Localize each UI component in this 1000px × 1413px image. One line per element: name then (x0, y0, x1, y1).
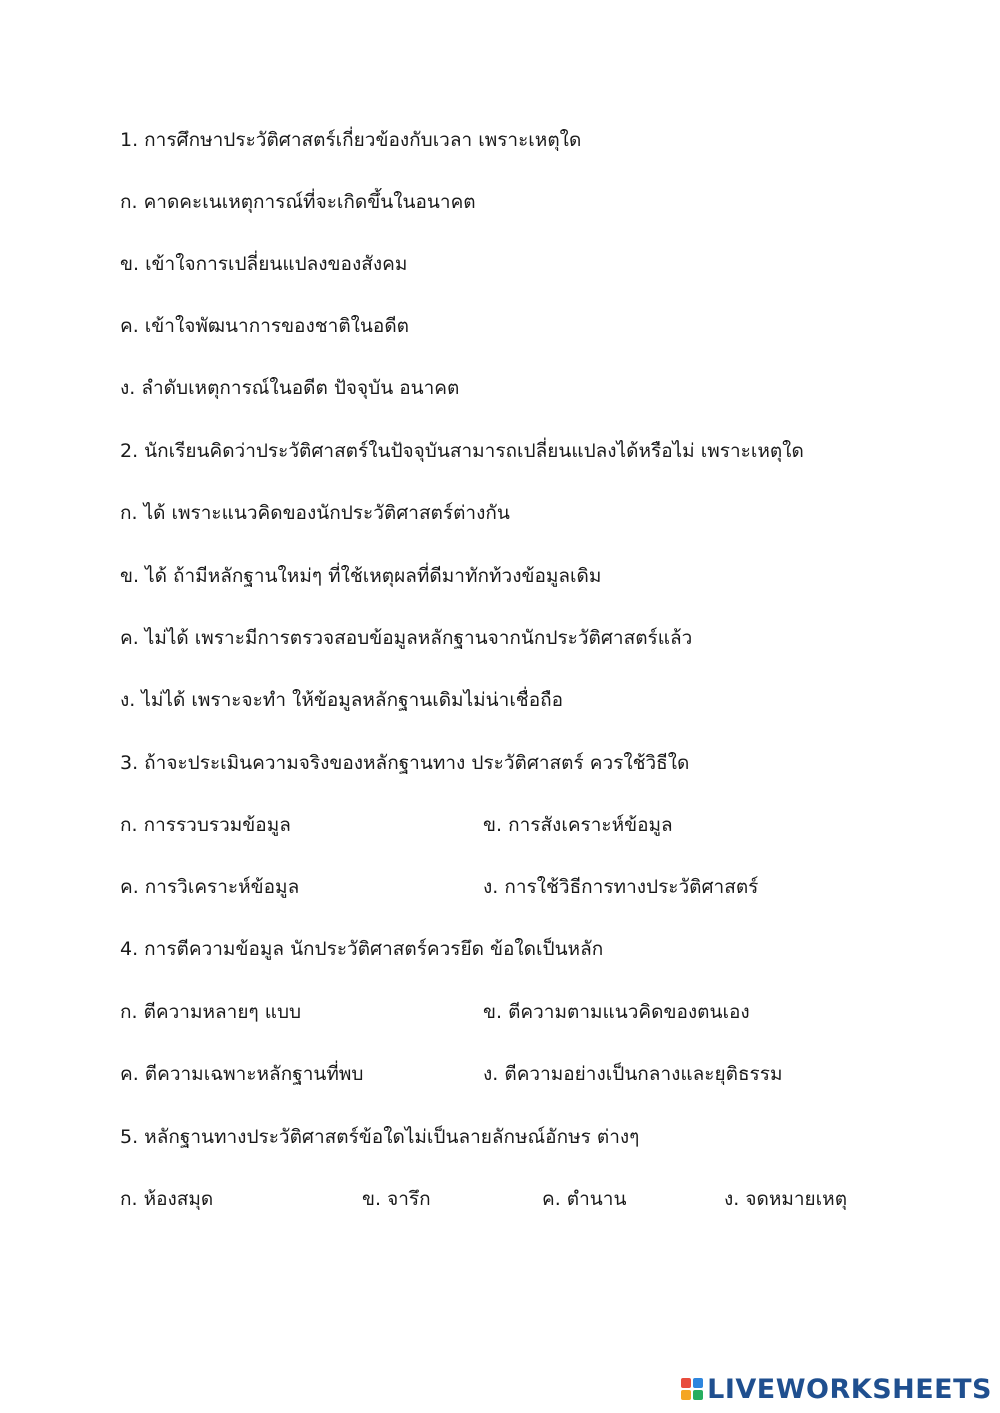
q1-option-b[interactable]: ข. เข้าใจการเปลี่ยนแปลงของสังคม (120, 253, 408, 275)
question-5: 5. หลักฐานทางประวัติศาสตร์ข้อใดไม่เป็นลายลักษณ์อักษร ต่างๆ (120, 1126, 640, 1148)
logo-square-green (693, 1390, 703, 1400)
question-3: 3. ถ้าจะประเมินความจริงของหลักฐานทาง ประวัติศาสตร์ ควรใช้วิธีใด (120, 752, 690, 774)
q1-option-a[interactable]: ก. คาดคะเนเหตุการณ์ที่จะเกิดขึ้นในอนาคต (120, 191, 476, 213)
q2-option-d[interactable]: ง. ไม่ได้ เพราะจะทำ ให้ข้อมูลหลักฐานเดิมไม่น่าเชื่อถือ (120, 689, 564, 711)
logo-square-red (681, 1378, 691, 1388)
q4-option-b[interactable]: ข. ตีความตามแนวคิดของตนเอง (483, 1001, 750, 1023)
q4-option-a[interactable]: ก. ตีความหลายๆ แบบ (120, 1001, 302, 1023)
q4-option-d[interactable]: ง. ตีความอย่างเป็นกลางและยุติธรรม (483, 1063, 783, 1085)
q5-option-b[interactable]: ข. จารึก (362, 1188, 431, 1210)
q5-option-a[interactable]: ก. ห้องสมุด (120, 1188, 214, 1210)
question-2: 2. นักเรียนคิดว่าประวัติศาสตร์ในปัจจุบันสามารถเปลี่ยนแปลงได้หรือไม่ เพราะเหตุใด (120, 440, 804, 462)
q1-option-c[interactable]: ค. เข้าใจพัฒนาการของชาติในอดีต (120, 315, 410, 337)
q2-option-b[interactable]: ข. ได้ ถ้ามีหลักฐานใหม่ๆ ที่ใช้เหตุผลที่ดีมาทักท้วงข้อมูลเดิม (120, 565, 602, 587)
logo-square-blue (693, 1378, 703, 1388)
question-4: 4. การตีความข้อมูล นักประวัติศาสตร์ควรยึด ข้อใดเป็นหลัก (120, 938, 604, 960)
q5-option-d[interactable]: ง. จดหมายเหตุ (724, 1188, 848, 1210)
logo-text: LIVEWORKSHEETS (707, 1373, 992, 1405)
q5-option-c[interactable]: ค. ตำนาน (542, 1188, 627, 1210)
question-1: 1. การศึกษาประวัติศาสตร์เกี่ยวข้องกับเวลา เพราะเหตุใด (120, 129, 582, 151)
logo-square-orange (681, 1390, 691, 1400)
q3-option-a[interactable]: ก. การรวบรวมข้อมูล (120, 814, 291, 836)
logo-mark-icon (681, 1378, 703, 1400)
q4-option-c[interactable]: ค. ตีความเฉพาะหลักฐานที่พบ (120, 1063, 364, 1085)
q1-option-d[interactable]: ง. ลำดับเหตุการณ์ในอดีต ปัจจุบัน อนาคต (120, 377, 460, 399)
q3-option-b[interactable]: ข. การสังเคราะห์ข้อมูล (483, 814, 673, 836)
q2-option-a[interactable]: ก. ได้ เพราะแนวคิดของนักประวัติศาสตร์ต่างกัน (120, 502, 510, 524)
q3-option-c[interactable]: ค. การวิเคราะห์ข้อมูล (120, 876, 300, 898)
liveworksheets-logo (681, 1373, 992, 1405)
q3-option-d[interactable]: ง. การใช้วิธีการทางประวัติศาสตร์ (483, 876, 759, 898)
q2-option-c[interactable]: ค. ไม่ได้ เพราะมีการตรวจสอบข้อมูลหลักฐานจากนักประวัติศาสตร์แล้ว (120, 627, 693, 649)
